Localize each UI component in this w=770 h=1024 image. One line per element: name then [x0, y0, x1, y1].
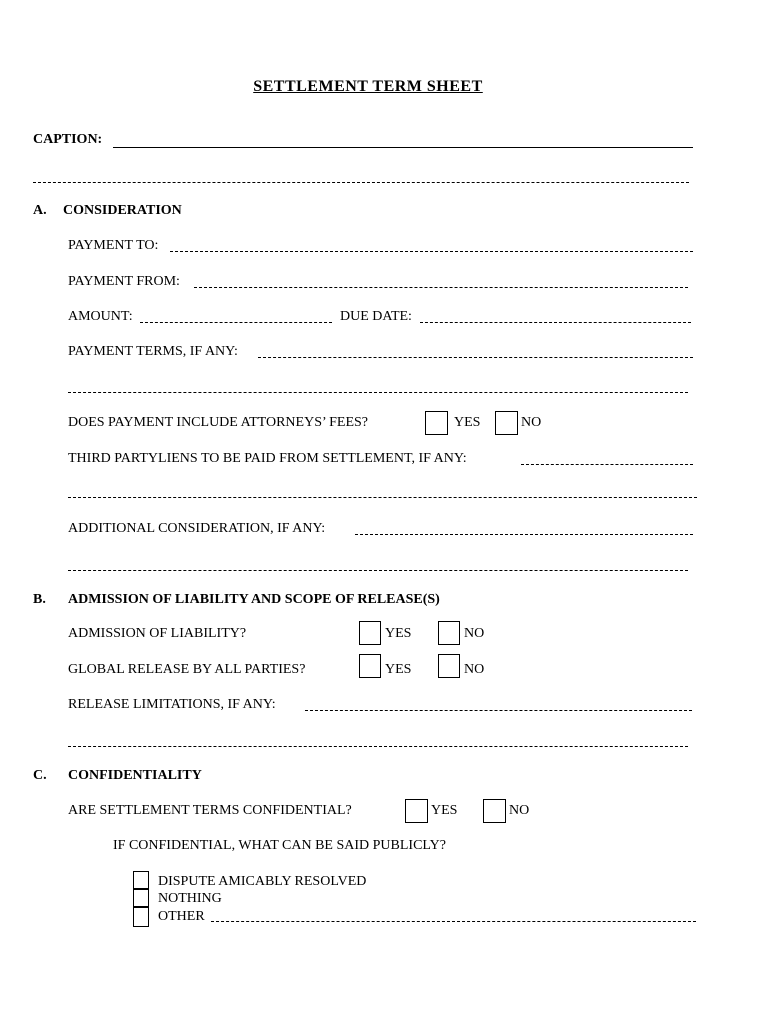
caption-field-line-2[interactable] — [33, 182, 689, 183]
confidential-yes-label: YES — [431, 803, 458, 818]
confidential-no-label: NO — [509, 803, 530, 818]
payment-terms-field-line-2[interactable] — [68, 392, 688, 393]
admission-yes-label: YES — [385, 626, 412, 641]
additional-consideration-label: ADDITIONAL CONSIDERATION, IF ANY: — [68, 521, 326, 536]
payment-terms-label: PAYMENT TERMS, IF ANY: — [68, 344, 238, 359]
third-party-liens-field-line-2[interactable] — [68, 497, 697, 498]
attorneys-fees-question: DOES PAYMENT INCLUDE ATTORNEYS’ FEES? — [68, 415, 368, 430]
attorneys-fees-yes-checkbox[interactable] — [425, 411, 448, 435]
document-title: SETTLEMENT TERM SHEET — [253, 78, 483, 95]
payment-from-field[interactable] — [194, 287, 688, 288]
option-other-label: OTHER — [158, 909, 205, 924]
option-other-checkbox[interactable] — [133, 907, 149, 927]
confidential-question: ARE SETTLEMENT TERMS CONFIDENTIAL? — [68, 803, 352, 818]
amount-label: AMOUNT: — [68, 309, 133, 324]
global-release-question: GLOBAL RELEASE BY ALL PARTIES? — [68, 662, 306, 677]
confidential-yes-checkbox[interactable] — [405, 799, 428, 823]
due-date-field[interactable] — [420, 322, 691, 323]
option-other-field[interactable] — [211, 921, 696, 922]
section-c-heading: CONFIDENTIALITY — [68, 768, 202, 783]
confidential-no-checkbox[interactable] — [483, 799, 506, 823]
section-c-letter: C. — [33, 768, 47, 783]
admission-no-checkbox[interactable] — [438, 621, 460, 645]
section-b-heading: ADMISSION OF LIABILITY AND SCOPE OF RELEASE(S) — [68, 592, 440, 607]
option-amicably-resolved-label: DISPUTE AMICABLY RESOLVED — [158, 874, 367, 889]
attorneys-fees-no-checkbox[interactable] — [495, 411, 518, 435]
global-release-no-checkbox[interactable] — [438, 654, 460, 678]
option-nothing-checkbox[interactable] — [133, 889, 149, 907]
option-nothing-label: NOTHING — [158, 891, 222, 906]
section-a-letter: A. — [33, 203, 47, 218]
payment-to-field[interactable] — [170, 251, 693, 252]
admission-yes-checkbox[interactable] — [359, 621, 381, 645]
admission-no-label: NO — [464, 626, 485, 641]
amount-field[interactable] — [140, 322, 332, 323]
release-limitations-label: RELEASE LIMITATIONS, IF ANY: — [68, 697, 276, 712]
caption-field[interactable] — [113, 147, 693, 148]
payment-from-label: PAYMENT FROM: — [68, 274, 180, 289]
caption-label: CAPTION: — [33, 132, 103, 147]
public-statement-question: IF CONFIDENTIAL, WHAT CAN BE SAID PUBLICLY? — [113, 838, 446, 853]
global-release-no-label: NO — [464, 662, 485, 677]
payment-terms-field[interactable] — [258, 357, 693, 358]
attorneys-fees-no-label: NO — [521, 415, 542, 430]
payment-to-label: PAYMENT TO: — [68, 238, 159, 253]
section-a-heading: CONSIDERATION — [63, 203, 182, 218]
global-release-yes-checkbox[interactable] — [359, 654, 381, 678]
global-release-yes-label: YES — [385, 662, 412, 677]
admission-of-liability-question: ADMISSION OF LIABILITY? — [68, 626, 247, 641]
due-date-label: DUE DATE: — [340, 309, 412, 324]
option-amicably-resolved-checkbox[interactable] — [133, 871, 149, 889]
third-party-liens-label: THIRD PARTYLIENS TO BE PAID FROM SETTLEMENT, IF ANY: — [68, 451, 467, 466]
attorneys-fees-yes-label: YES — [454, 415, 481, 430]
additional-consideration-field[interactable] — [355, 534, 693, 535]
release-limitations-field[interactable] — [305, 710, 692, 711]
section-b-letter: B. — [33, 592, 46, 607]
release-limitations-field-line-2[interactable] — [68, 746, 688, 747]
additional-consideration-field-line-2[interactable] — [68, 570, 688, 571]
third-party-liens-field[interactable] — [521, 464, 693, 465]
